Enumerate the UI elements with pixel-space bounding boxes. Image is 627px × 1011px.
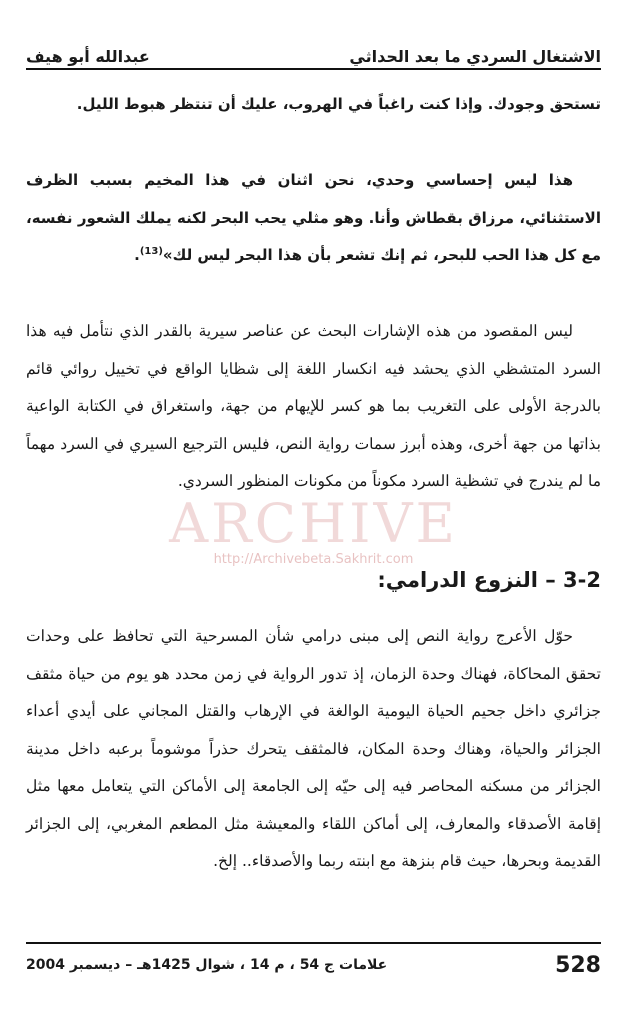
footer-divider	[26, 942, 601, 944]
quote-paragraph	[26, 162, 601, 275]
quote-paragraph-end: تستحق وجودك. وإذا كنت راغباً في الهروب، عليك أن تنتظر هبوط الليل.	[76, 95, 601, 113]
header-divider	[26, 68, 601, 70]
running-header	[26, 36, 601, 66]
body-paragraph: ليس المقصود من هذه الإشارات البحث عن عناصر سيرية بالقدر الذي نتأمل فيه هذا السرد المتشظي الذي يحشد فيه انكسار اللغة إلى شظايا الواقع في تخييل روائي قائم بالدرجة الأولى على التغريب بما هو كسر للإيهام من جهة، واستغراق في الكتابة الواعية بذاتها من جهة أخرى، وهذه أبرز سمات رواية النص، فليس الترجيع السيري في السرد مهماً ما لم يندرج في تشظية السرد مكوناً من مكونات المنظور السردي.	[26, 322, 601, 490]
page-number: 528	[555, 952, 601, 978]
running-author: عبدالله أبو هيف	[26, 47, 150, 66]
footnote-ref: (13)	[139, 246, 163, 257]
section-heading: 3-2 – النزوع الدرامي:	[377, 568, 601, 592]
archive-watermark-url: http://Archivebeta.Sakhrit.com	[213, 552, 414, 567]
body-paragraph: حوّل الأعرج رواية النص إلى مبنى درامي شأن المسرحية التي تحافظ على وحدات تحقق المحاكاة، فهناك وحدة الزمان، إذ تدور الرواية في زمن محدد هو يوم من حياة مثقف جزائري داخل جحيم الحياة اليومية الوالغة في الإرهاب والقتل المجاني على أيدي أعداء الجزائر والحياة، وهناك وحدة المكان، فالمثقف يتحرك حذراً موشوماً برعبه داخل مدينة الجزائر من مسكنه المحاصر فيه إلى حيّه إلى الجامعة إلى الأماكن التي يتعامل معها مثل إقامة الأصدقاء والمعارف، إلى أماكن اللقاء والمعيشة مثل المطعم المغربي، إلى الجزائر القديمة وبحرها، حيث قام بنزهة مع ابنته ربما والأصدقاء.. إلخ.	[26, 627, 601, 870]
quote-text: هذا ليس إحساسي وحدي، نحن اثنان في هذا المخيم بسبب الظرف الاستثنائي، مرزاق بقطاش وأنا. وهو مثلي يحب البحر لكنه يملك الشعور نفسه، مع كل هذا الحب للبحر، ثم إنك تشعر بأن هذا البحر ليس لك»	[26, 171, 601, 264]
quote-period: .	[134, 246, 140, 264]
journal-citation: علامات ج 54 ، م 14 ، شوال 1425هـ – ديسمبر 2004	[26, 957, 388, 973]
archive-watermark: ARCHIVE	[169, 492, 458, 555]
running-title: الاشتغال السردي ما بعد الحداثي	[349, 47, 601, 66]
page-footer	[26, 948, 601, 982]
